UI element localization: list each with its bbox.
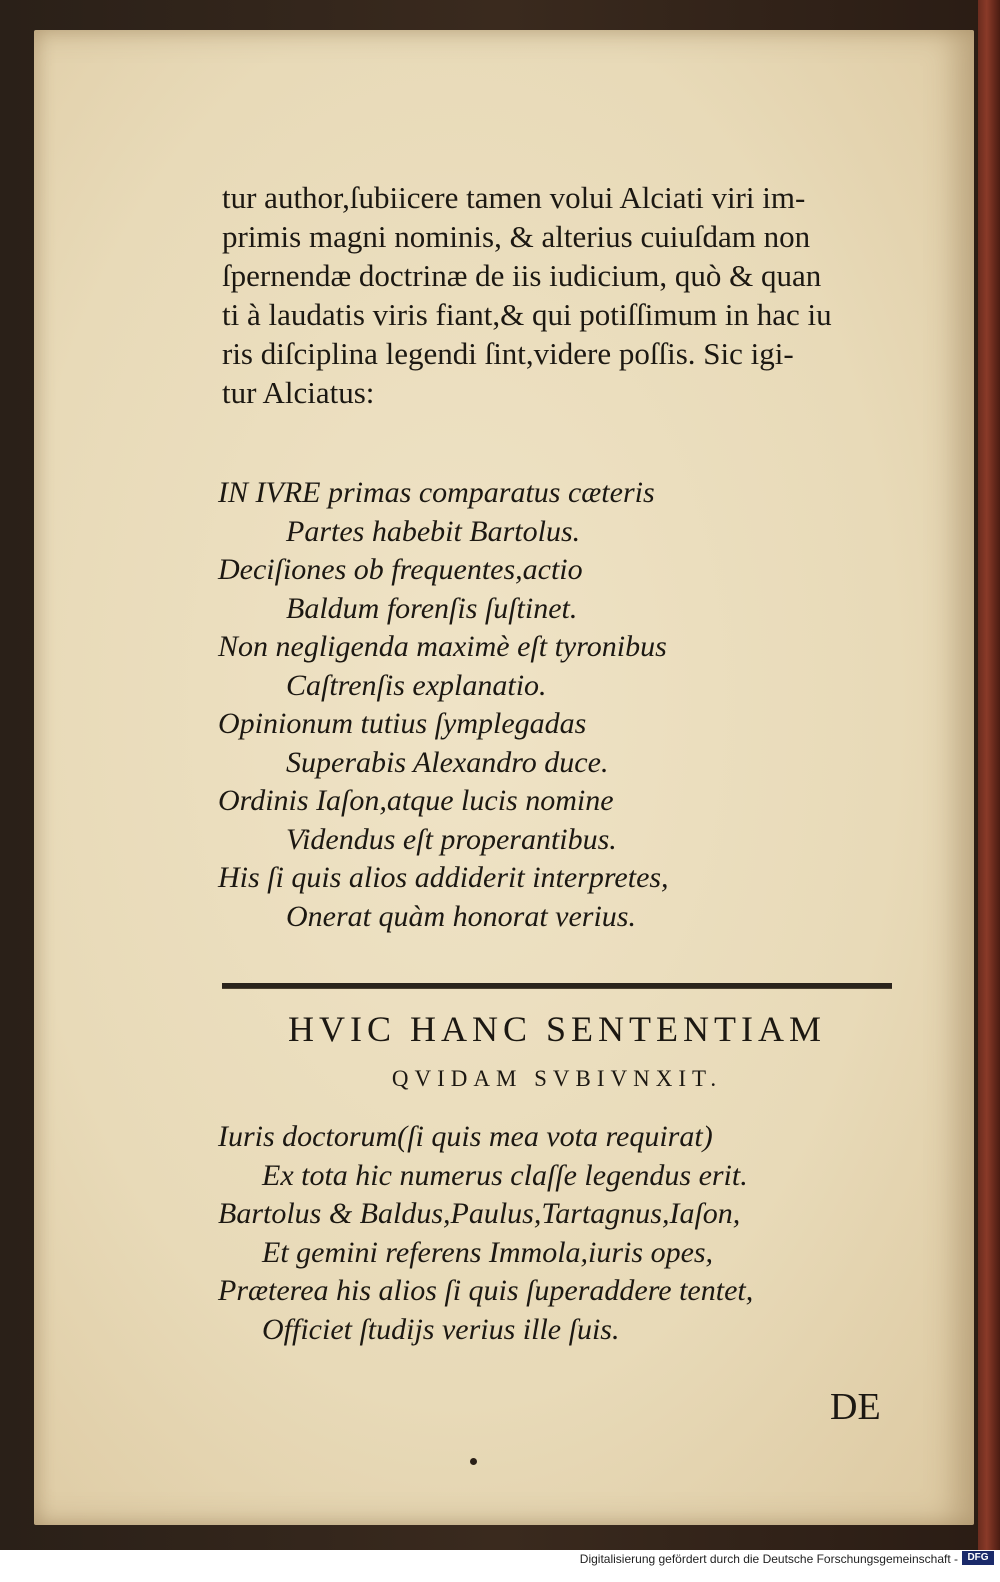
horizontal-rule [222, 983, 892, 989]
alciatus-poem [218, 474, 898, 936]
body-line: primis magni nominis, & alterius cuiuſdam non [222, 219, 811, 254]
body-line: ris diſciplina legendi ſint,videre poſſis. Sic igi- [222, 336, 794, 371]
epigram-line: Ex tota hic numerus claſſe legendus erit. [262, 1158, 748, 1192]
poem-line: Caſtrenſis explanatio. [286, 668, 547, 702]
poem-line: Videndus eſt properantibus. [286, 822, 617, 856]
epigram-line: Præterea his alios ſi quis ſuperaddere tentet, [218, 1274, 754, 1307]
poem-line: Partes habebit Bartolus. [286, 514, 581, 548]
poem-line: Superabis Alexandro duce. [286, 745, 609, 779]
body-line: tur Alciatus: [222, 375, 375, 410]
book-spine-edge [978, 0, 1000, 1550]
printer-mark [470, 1458, 477, 1465]
poem-line: Onerat quàm honorat verius. [286, 899, 636, 933]
epigram [218, 1118, 908, 1349]
epigram-line: Officiet ſtudijs verius ille ſuis. [262, 1312, 620, 1346]
dfg-logo: DFG [962, 1551, 994, 1565]
poem-line: Baldum forenſis ſuſtinet. [286, 591, 578, 625]
poem-line: Ordinis Iaſon,atque lucis nomine [218, 784, 614, 817]
epigram-line: Iuris doctorum(ſi quis mea vota requirat) [218, 1120, 713, 1153]
epigram-line: Bartolus & Baldus,Paulus,Tartagnus,Iaſon, [218, 1197, 741, 1230]
body-line: tur author,ſubiicere tamen volui Alciati viri im- [222, 180, 806, 215]
body-paragraph [222, 178, 902, 412]
body-line: ſpernendæ doctrinæ de iis iudicium, quò & quan [222, 258, 822, 293]
body-line: ti à laudatis viris fiant,& qui potiſſimum in hac iu [222, 297, 832, 332]
poem-line: Deciſiones ob frequentes,actio [218, 553, 583, 586]
footer-credit: Digitalisierung gefördert durch die Deutsche Forschungsgemeinschaft - [579, 1552, 958, 1566]
poem-line: Non negligenda maximè eſt tyronibus [218, 630, 667, 663]
section-subheading: QVIDAM SVBIVNXIT. [391, 1066, 723, 1091]
poem-line: His ſi quis alios addiderit interpretes, [218, 861, 669, 894]
poem-line: IN IVRE primas comparatus cæteris [218, 476, 655, 509]
poem-line: Opinionum tutius ſymplegadas [218, 707, 587, 740]
catchword: DE [830, 1386, 881, 1428]
epigram-line: Et gemini referens Immola,iuris opes, [262, 1235, 714, 1269]
section-heading: HVIC HANC SENTENTIAM [288, 1009, 826, 1049]
